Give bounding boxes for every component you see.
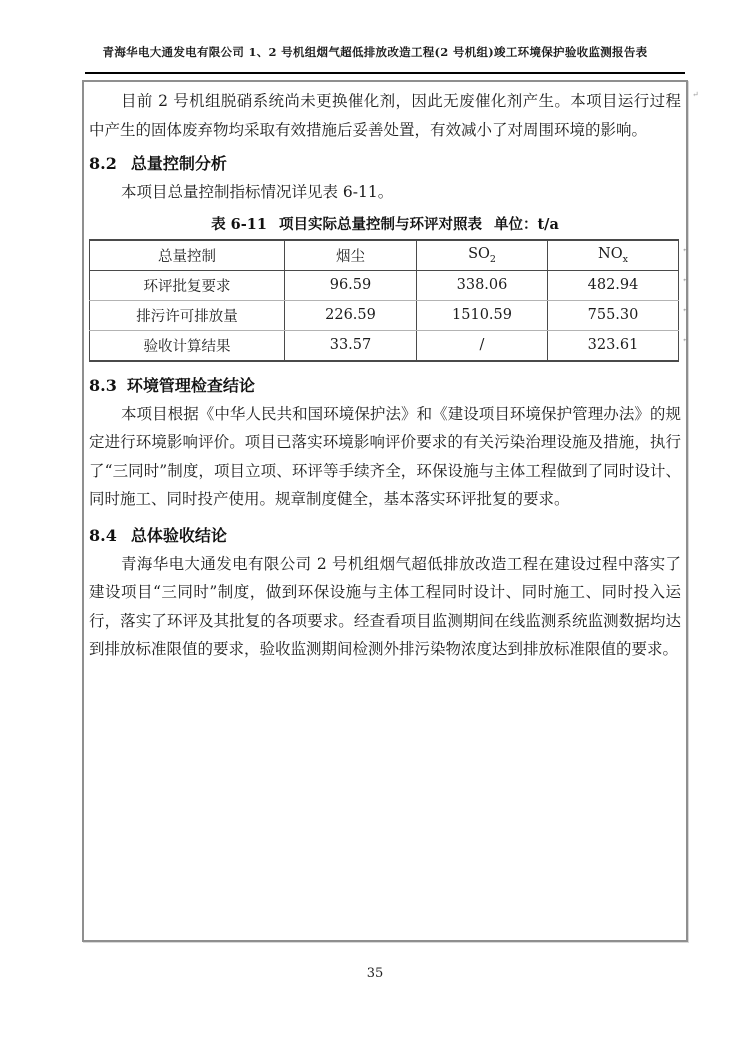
row-label: 排污许可排放量 — [90, 300, 285, 330]
section-heading-8-2 — [89, 149, 681, 178]
section-heading-8-3 — [89, 371, 681, 400]
cell-return-mark-icon: ↵ — [682, 274, 689, 284]
section-number: 8.2 — [89, 154, 117, 173]
cell-return-mark-icon: ↵ — [682, 244, 689, 254]
table-caption-title: 项目实际总量控制与环评对照表 — [278, 215, 482, 233]
table-header-row — [90, 240, 679, 271]
cell-value: 226.59 — [285, 300, 417, 330]
table-row — [90, 270, 679, 300]
cell-value: / — [417, 330, 548, 361]
cell-value: 323.61 — [548, 330, 679, 361]
intro-paragraph: 目前 2 号机组脱硝系统尚未更换催化剂，因此无废催化剂产生。本项目运行过程中产生的固体废弃物均采取有效措施后妥善处置，有效减小了对周围环境的影响。 — [89, 92, 681, 139]
col-header-total-control: 总量控制 — [90, 240, 285, 271]
section-8-4-paragraph: 青海华电大通发电有限公司 2 号机组烟气超低排放改造工程在建设过程中落实了建设项目“三同时”制度，做到环保设施与主体工程同时设计、同时施工、同时投入运行，落实了环评及其批复的各项要求。经查看项目监测期间在线监测系统监测数据均达到排放标准限值的要求，验收监测期间检测外排污染物浓度达到排放标准限值的要求。 — [89, 554, 681, 658]
section-title: 总量控制分析 — [130, 154, 227, 173]
table-caption-unit: 单位：t/a — [493, 215, 559, 233]
cell-return-mark-icon: ↵ — [682, 334, 689, 344]
row-label: 验收计算结果 — [90, 330, 285, 361]
document-header-title: 青海华电大通发电有限公司 1、2 号机组烟气超低排放改造工程(2 号机组)竣工环境保护验收监测报告表 — [102, 45, 648, 59]
table-row — [90, 330, 679, 361]
cell-value: 755.30 — [548, 300, 679, 330]
section-title: 环境管理检查结论 — [126, 375, 255, 395]
cell-value: 338.06 — [417, 270, 548, 300]
table-container — [89, 239, 689, 362]
table-row — [90, 300, 679, 330]
section-number: 8.3 — [89, 375, 117, 395]
totals-comparison-table — [89, 239, 679, 362]
cell-return-mark-icon: ↵ — [682, 304, 689, 314]
cell-value: 1510.59 — [417, 300, 548, 330]
cell-value: 482.94 — [548, 270, 679, 300]
col-header-smoke-dust: 烟尘 — [285, 240, 417, 271]
section-number: 8.4 — [89, 525, 117, 545]
header-divider — [85, 72, 685, 74]
table-caption — [89, 214, 681, 236]
section-8-3-paragraph: 本项目根据《中华人民共和国环境保护法》和《建设项目环境保护管理办法》的规定进行环境影响评价。项目已落实环境影响评价要求的有关污染治理设施及措施，执行了“三同时”制度，项目立项、环评等手续齐全，环保设施与主体工程做到了同时设计、同时施工、同时投产使用。规章制度健全，基本落实环评批复的要求。 — [89, 404, 681, 508]
section-8-2-paragraph: 本项目总量控制指标情况详见表 6-11。 — [121, 183, 394, 201]
table-caption-label: 表 6-11 — [211, 215, 267, 233]
paragraph-mark-icon: ↵ — [692, 90, 699, 99]
col-header-so2: $SO_2$ — [417, 240, 548, 271]
cell-value: 96.59 — [285, 270, 417, 300]
row-label: 环评批复要求 — [90, 270, 285, 300]
content-frame — [82, 80, 688, 942]
section-title: 总体验收结论 — [130, 525, 227, 545]
col-header-nox: $NO_x$ — [548, 240, 679, 271]
section-heading-8-4 — [89, 521, 681, 550]
cell-value: 33.57 — [285, 330, 417, 361]
page-number: 35 — [366, 966, 384, 981]
